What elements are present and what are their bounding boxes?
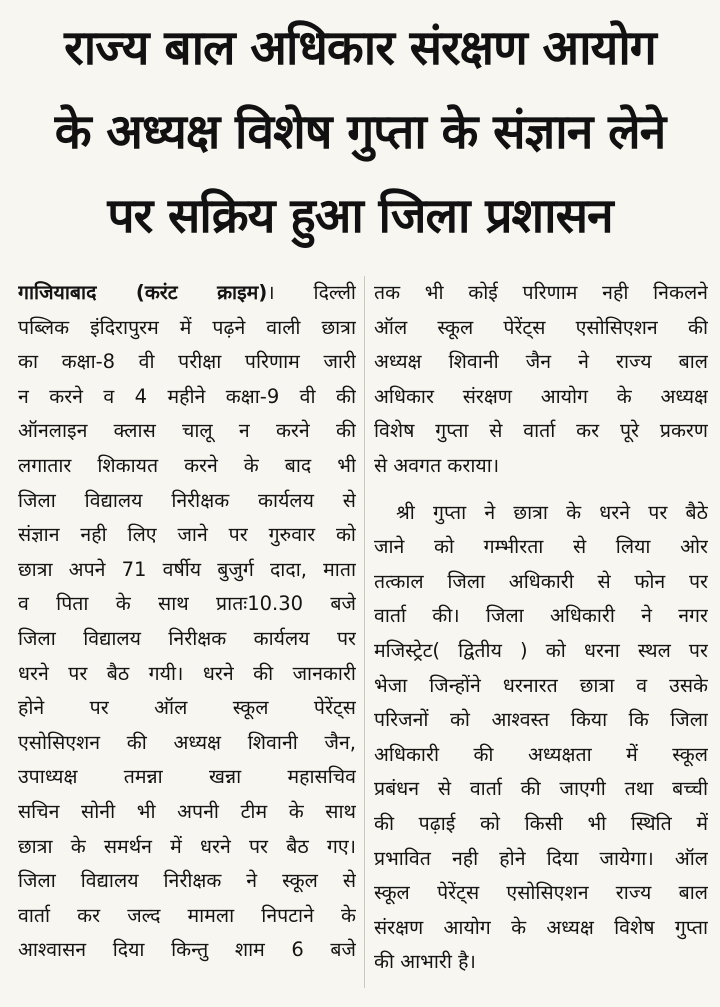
article-line: विशेष गुप्ता से वार्ता कर पूरे प्रकरण [374, 419, 708, 443]
article-column-left [18, 276, 356, 968]
article-line: संरक्षण आयोग के अध्यक्ष विशेष गुप्ता [374, 915, 708, 939]
article-line: जिला विद्यालय निरीक्षक कार्यलय पर [18, 626, 356, 650]
article-line: जिला विद्यालय निरीक्षक कार्यलय से [18, 488, 356, 512]
article-line [18, 276, 356, 311]
article-line: न करने व 4 महीने कक्षा-9 वी की [18, 384, 356, 408]
article-line: ऑल स्कूल पेरेंट्स एसोसिएशन की [374, 315, 708, 339]
article-line: ऑनलाइन क्लास चालू न करने की [18, 419, 356, 443]
headline [8, 6, 712, 258]
article-line: सचिन सोनी भी अपनी टीम के साथ [18, 799, 356, 823]
article-line: का कक्षा-8 वी परीक्षा परिणाम जारी [18, 350, 356, 374]
article-line: मजिस्ट्रेट( द्वितीय ) को धरना स्थल पर [374, 638, 708, 662]
dateline: गाजियाबाद (करंट क्राइम) [18, 281, 268, 304]
article-line: तक भी कोई परिणाम नही निकलने [374, 281, 708, 304]
headline-line-3: पर सक्रिय हुआ जिला प्रशासन [107, 188, 613, 244]
article-line: की पढ़ाई को किसी भी स्थिति में [374, 811, 708, 835]
article-line: अधिकारी की अध्यक्षता में स्कूल [374, 742, 708, 766]
article-line: अधिकार संरक्षण आयोग के अध्यक्ष [374, 384, 708, 408]
article-line: तत्काल जिला अधिकारी से फोन पर [374, 569, 708, 593]
article-line: जाने को गम्भीरता से लिया ओर [374, 535, 708, 559]
article-line: संज्ञान नही लिए जाने पर गुरुवार को [18, 523, 356, 547]
article-line: व पिता के साथ प्रातः10.30 बजे [18, 592, 356, 616]
article-line: होने पर ऑल स्कूल पेरेंट्स [18, 696, 356, 720]
headline-line-2: के अध्यक्ष विशेष गुप्ता के संज्ञान लेने [54, 104, 666, 160]
article-line: प्रभावित नही होने दिया जायेगा। ऑल [374, 846, 708, 870]
article-line: आश्वासन दिया किन्तु शाम 6 बजे [18, 938, 356, 962]
article-line: से अवगत कराया। [374, 453, 500, 477]
column-divider [364, 276, 365, 988]
article-line: की आभारी है। [374, 950, 476, 974]
article-column-right [374, 276, 708, 980]
article-line: वार्ता की। जिला अधिकारी ने नगर [374, 604, 708, 628]
article-line: छात्रा अपने 71 वर्षीय बुजुर्ग दादा, माता [18, 557, 356, 581]
article-line: छात्रा के समर्थन में धरने पर बैठ गए। [18, 834, 356, 858]
article-line: जिला विद्यालय निरीक्षक ने स्कूल से [18, 869, 356, 893]
article-line: परिजनों को आश्वस्त किया कि जिला [374, 708, 708, 732]
article-body [18, 276, 708, 996]
article-line: प्रबंधन से वार्ता की जाएगी तथा बच्ची [374, 777, 708, 801]
article-line: लगातार शिकायत करने के बाद भी [18, 453, 356, 477]
headline-line-1: राज्य बाल अधिकार संरक्षण आयोग [64, 20, 656, 76]
paragraph-gap [374, 484, 708, 496]
article-line: भेजा जिन्होंने धरनारत छात्रा व उसके [374, 673, 708, 697]
article-line: अध्यक्ष शिवानी जैन ने राज्य बाल [374, 350, 708, 374]
article-line: धरने पर बैठ गयी। धरने की जानकारी [18, 661, 356, 685]
article-line: श्री गुप्ता ने छात्रा के धरने पर बैठे [396, 500, 708, 524]
article-line: एसोसिएशन की अध्यक्ष शिवानी जैन, [18, 730, 356, 754]
article-line: पब्लिक इंदिरापुरम में पढ़ने वाली छात्रा [18, 315, 356, 339]
article-line: वार्ता कर जल्द मामला निपटाने के [18, 903, 356, 927]
article-line-text: । दिल्ली [267, 281, 356, 304]
article-line: स्कूल पेरेंट्स एसोसिएशन राज्य बाल [374, 881, 708, 905]
article-line: उपाध्यक्ष तमन्ना खन्ना महासचिव [18, 765, 356, 789]
